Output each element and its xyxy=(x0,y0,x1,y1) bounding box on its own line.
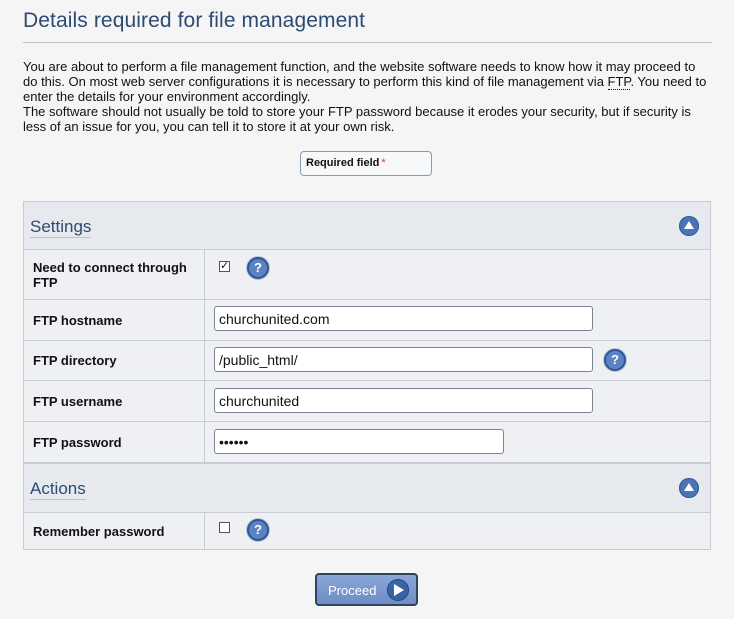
settings-section-header[interactable] xyxy=(24,202,710,250)
intro-text-part: . You need to enter the details for your environment accordingly. xyxy=(23,74,707,104)
ftp-hostname-label: FTP hostname xyxy=(24,300,205,340)
settings-collapse-icon[interactable] xyxy=(679,216,699,236)
ftp-hostname-input[interactable] xyxy=(214,306,593,331)
ftp-username-field xyxy=(205,381,710,421)
title-divider xyxy=(23,42,712,43)
ftp-password-field xyxy=(205,422,710,462)
remember-password-help-icon[interactable]: ? xyxy=(247,519,269,541)
ftp-username-label: FTP username xyxy=(24,381,205,421)
ftp-password-row xyxy=(24,422,710,463)
settings-heading-text: Settings xyxy=(30,217,92,236)
remember-password-checkbox[interactable] xyxy=(219,522,230,533)
ftp-directory-input[interactable] xyxy=(214,347,593,372)
ftp-abbreviation: FTP xyxy=(607,74,631,89)
connect-ftp-field xyxy=(205,250,710,299)
ftp-directory-label: FTP directory xyxy=(24,341,205,380)
connect-ftp-label: Need to connect through FTP xyxy=(24,250,205,299)
proceed-label: Proceed xyxy=(328,583,377,598)
intro-text xyxy=(23,59,713,134)
settings-heading xyxy=(30,217,91,237)
ftp-password-label: FTP password xyxy=(24,422,205,462)
connect-ftp-help-icon[interactable]: ? xyxy=(247,257,269,279)
intro-paragraph-1 xyxy=(23,59,713,104)
remember-password-label: Remember password xyxy=(24,513,205,549)
ftp-password-input[interactable] xyxy=(214,429,504,454)
ftp-hostname-row xyxy=(24,300,710,341)
connect-ftp-row xyxy=(24,250,710,300)
required-star: * xyxy=(381,157,386,169)
ftp-directory-field xyxy=(205,341,710,380)
ftp-hostname-field xyxy=(205,300,710,340)
ftp-details-form xyxy=(23,201,711,550)
intro-text-part: You are about to perform a file management function, and the website software needs to know how it may proceed to do this. On most web server configurations it is necessary to perform this kind of file management via xyxy=(23,59,696,89)
ftp-username-input[interactable] xyxy=(214,388,593,413)
actions-heading-text: Actions xyxy=(30,479,86,498)
arrow-right-icon xyxy=(387,579,409,601)
actions-heading xyxy=(30,479,86,499)
proceed-button[interactable] xyxy=(315,573,418,606)
connect-ftp-checkbox[interactable]: ✓ xyxy=(220,260,230,272)
required-field-label: Required field xyxy=(306,157,380,169)
remember-password-field xyxy=(205,513,710,549)
actions-collapse-icon[interactable] xyxy=(679,478,699,498)
page-title: Details required for file management xyxy=(23,9,366,32)
ftp-directory-row xyxy=(24,341,710,381)
ftp-directory-help-icon[interactable]: ? xyxy=(604,349,626,371)
required-field-legend xyxy=(300,151,432,176)
remember-password-row xyxy=(24,513,710,549)
actions-section-header[interactable] xyxy=(24,463,710,513)
ftp-username-row xyxy=(24,381,710,422)
intro-paragraph-2: The software should not usually be told to store your FTP password because it erodes your security, but if security is less of an issue for you, you can tell it to store it at your own risk. xyxy=(23,104,691,134)
